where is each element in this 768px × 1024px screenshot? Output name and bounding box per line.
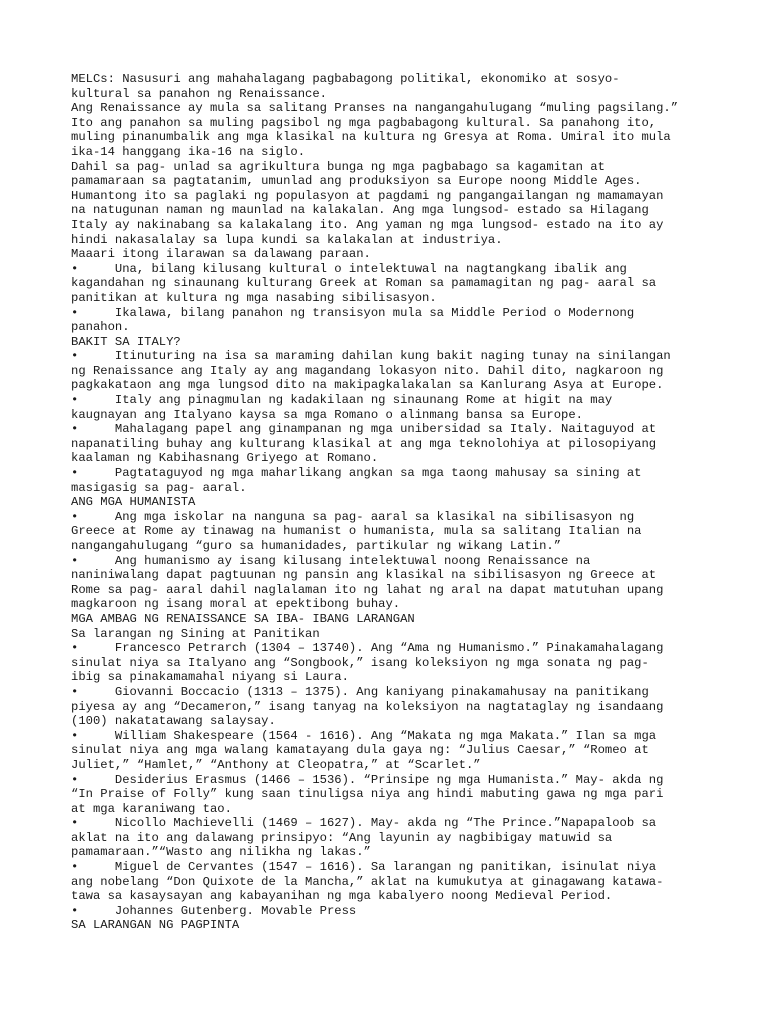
text-line: Rome sa pag- aaral dahil naglalaman ito ng lahat ng aral na dapat matutuhan upang xyxy=(71,582,664,597)
text-line: piyesa ay ang “Decameron,” isang tanyag na koleksiyon na nagtataglay ng isandaang xyxy=(71,699,664,714)
text-line: ika-14 hanggang ika-16 na siglo. xyxy=(71,144,306,159)
bullet-line: • Ang humanismo ay isang kilusang intelektuwal noong Renaissance na xyxy=(71,553,591,568)
bullet-line: • Miguel de Cervantes (1547 – 1616). Sa larangan ng panitikan, isinulat niya xyxy=(71,860,657,875)
bullet-line: • Mahalagang papel ang ginampanan ng mga unibersidad sa Italy. Naitaguyod at xyxy=(71,422,657,437)
text-line: ibig sa pinakamamahal niyang si Laura. xyxy=(71,670,349,685)
text-line: Ang Renaissance ay mula sa salitang Pranses na nangangahulugang “muling pagsilang.” xyxy=(71,101,679,116)
text-line: kaugnayan ang Italyano kaysa sa mga Romano o alinmang bansa sa Europe. xyxy=(71,407,583,422)
text-line: aklat na ito ang dalawang prinsipyo: “Ang layunin ay nagbibigay matuwid sa xyxy=(71,830,613,845)
text-line: at mga karaniwang tao. xyxy=(71,801,232,816)
text-line: MELCs: Nasusuri ang mahahalagang pagbabagong politikal, ekonomiko at sosyo- xyxy=(71,72,620,86)
bullet-line: • Johannes Gutenberg. Movable Press xyxy=(71,903,357,918)
bullet-line: • Nicollo Machievelli (1469 – 1627). May- akda ng “The Prince.”Napapaloob sa xyxy=(71,816,657,831)
text-line: sinulat niya ang mga walang kamatayang dula gaya ng: “Julius Caesar,” “Romeo at xyxy=(71,743,649,758)
section-heading: SA LARANGAN NG PAGPINTA xyxy=(71,918,240,933)
text-line: nangangahulugang “guro sa humanidades, partikular ng wikang Latin.” xyxy=(71,539,562,553)
text-line: naniniwalang dapat pagtuunan ng pansin ang klasikal na sibilisasyon ng Greece at xyxy=(71,568,657,583)
text-line: sinulat niya sa Italyano ang “Songbook,” isang koleksiyon ng mga sonata ng pag- xyxy=(71,655,649,670)
text-line: tawa sa kasaysayan ang kabayanihan ng mga kabalyero noong Medieval Period. xyxy=(71,889,613,904)
text-line: Juliet,” “Hamlet,” “Anthony at Cleopatra,” at “Scarlet.” xyxy=(71,757,481,772)
section-heading: BAKIT SA ITALY? xyxy=(71,334,181,349)
section-heading: ANG MGA HUMANISTA xyxy=(71,495,196,510)
text-line: pamamaraan.”“Wasto ang nilikha ng lakas.” xyxy=(71,845,371,860)
text-line: Humantong ito sa paglaki ng populasyon at pagdami ng pangangailangan ng mamamayan xyxy=(71,188,664,203)
text-line: pagkakataon ang mga lungsod dito na makipagkalakalan sa Kanlurang Asya at Europe. xyxy=(71,378,664,393)
bullet-line: • Pagtataguyod ng mga maharlikang angkan sa mga taong mahusay sa sining at xyxy=(71,466,642,481)
document-page xyxy=(71,72,711,933)
text-line: ng Renaissance ang Italy ay ang magandang lokasyon nito. Dahil dito, nagkaroon ng xyxy=(71,363,664,378)
bullet-line: • Ikalawa, bilang panahon ng transisyon mula sa Middle Period o Modernong xyxy=(71,305,635,320)
section-heading: MGA AMBAG NG RENAISSANCE SA IBA- IBANG LARANGAN xyxy=(71,611,415,626)
text-line: panitikan at kultura ng mga nasabing sibilisasyon. xyxy=(71,290,437,305)
bullet-line: • William Shakespeare (1564 - 1616). Ang “Makata ng mga Makata.” Ilan sa mga xyxy=(71,728,657,743)
text-line: hindi nakasalalay sa lupa kundi sa kalakalan at industriya. xyxy=(71,232,503,247)
text-line: magkaroon ng isang moral at epektibong buhay. xyxy=(71,597,401,612)
text-line: Dahil sa pag- unlad sa agrikultura bunga ng mga pagbabago sa kagamitan at xyxy=(71,159,605,174)
subsection-heading: Sa larangan ng Sining at Panitikan xyxy=(71,626,320,641)
bullet-line: • Itinuturing na isa sa maraming dahilan kung bakit naging tunay na sinilangan xyxy=(71,349,671,364)
text-line: “In Praise of Folly” kung saan tinuligsa niya ang hindi mabuting gawa ng mga pari xyxy=(71,787,664,802)
text-line: ang nobelang “Don Quixote de la Mancha,” aklat na kumukutya at ginagawang katawa- xyxy=(71,874,664,889)
bullet-line: • Giovanni Boccacio (1313 – 1375). Ang kaniyang pinakamahusay na panitikang xyxy=(71,684,649,699)
text-line: Maaari itong ilarawan sa dalawang paraan. xyxy=(71,247,371,262)
text-line: pamamaraan sa pagtatanim, umunlad ang produksiyon sa Europe noong Middle Ages. xyxy=(71,174,642,189)
text-line: na natugunan naman ng maunlad na kalakalan. Ang mga lungsod- estado sa Hilagang xyxy=(71,203,649,218)
bullet-line: • Francesco Petrarch (1304 – 13740). Ang “Ama ng Humanismo.” Pinakamahalagang xyxy=(71,641,664,656)
text-line: muling pinanumbalik ang mga klasikal na kultura ng Gresya at Roma. Umiral ito mula xyxy=(71,130,671,145)
text-line: (100) nakatatawang salaysay. xyxy=(71,714,276,729)
text-line: kagandahan ng sinaunang kulturang Greek at Roman sa pamamagitan ng pag- aaral sa xyxy=(71,276,657,291)
text-line: napanatiling buhay ang kulturang klasikal at ang mga teknolohiya at pilosopiyang xyxy=(71,436,657,451)
bullet-line: • Ang mga iskolar na nanguna sa pag- aaral sa klasikal na sibilisasyon ng xyxy=(71,509,635,524)
text-line: kaalaman ng Kabihasnang Griyego at Romano. xyxy=(71,451,379,466)
text-line: kultural sa panahon ng Renaissance. xyxy=(71,86,327,101)
text-line: Greece at Rome ay tinawag na humanist o humanista, mula sa salitang Italian na xyxy=(71,524,642,539)
text-line: panahon. xyxy=(71,320,130,335)
text-line: Italy ay nakinabang sa kalakalang ito. Ang yaman ng mga lungsod- estado na ito ay xyxy=(71,217,664,232)
bullet-line: • Desiderius Erasmus (1466 – 1536). “Prinsipe ng mga Humanista.” May- akda ng xyxy=(71,772,664,787)
bullet-line: • Italy ang pinagmulan ng kadakilaan ng sinaunang Rome at higit na may xyxy=(71,393,613,408)
text-line: Ito ang panahon sa muling pagsibol ng mga pagbabagong kultural. Sa panahong ito, xyxy=(71,115,657,130)
text-line: masigasig sa pag- aaral. xyxy=(71,480,247,495)
bullet-line: • Una, bilang kilusang kultural o intelektuwal na nagtangkang ibalik ang xyxy=(71,261,627,276)
